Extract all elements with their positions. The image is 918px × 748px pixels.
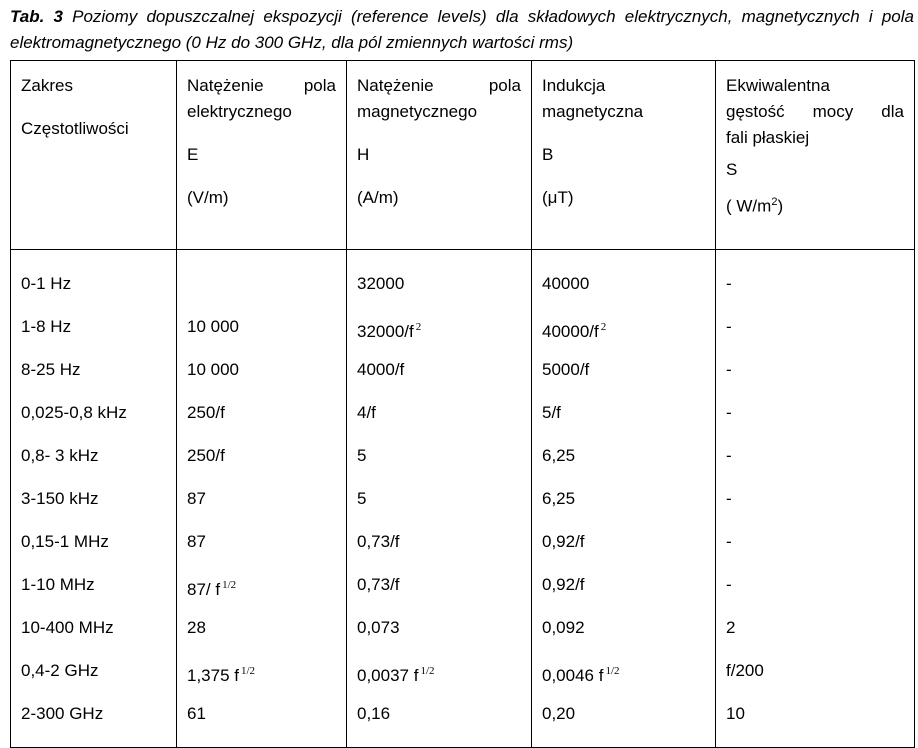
magnetic-cell — [347, 655, 532, 698]
header-electric-line2: elektrycznego — [187, 102, 292, 121]
header-electric — [177, 61, 347, 250]
header-power-unit-suffix: ) — [777, 196, 784, 216]
header-induction — [532, 61, 716, 250]
table-row — [11, 569, 915, 612]
cell-value: 87 — [187, 532, 206, 551]
exposure-table — [10, 60, 915, 748]
electric-cell — [177, 483, 347, 526]
header-power-unit-prefix: ( W/m — [726, 196, 772, 216]
table-row — [11, 483, 915, 526]
cell-value: - — [726, 575, 732, 594]
cell-value: 10 000 — [187, 360, 239, 379]
cell-exponent: 1/2 — [605, 665, 620, 677]
cell-value: 5 — [357, 489, 367, 508]
frequency-cell — [11, 250, 177, 312]
cell-value: 0,073 — [357, 618, 400, 637]
cell-value: 0,16 — [357, 704, 391, 723]
induction-cell — [532, 612, 716, 655]
frequency-cell — [11, 655, 177, 698]
header-frequency-line1: Zakres — [21, 76, 73, 95]
header-frequency — [11, 61, 177, 250]
table-body — [11, 250, 915, 748]
cell-value: 0,15-1 MHz — [21, 532, 109, 551]
table-row — [11, 354, 915, 397]
frequency-cell — [11, 354, 177, 397]
magnetic-cell — [347, 569, 532, 612]
table-row — [11, 526, 915, 569]
cell-value: 40000/f — [542, 322, 599, 341]
cell-value: 6,25 — [542, 446, 576, 465]
magnetic-cell — [347, 526, 532, 569]
cell-value: 0,8- 3 kHz — [21, 446, 99, 465]
cell-value: - — [726, 532, 732, 551]
cell-value: 0,025-0,8 kHz — [21, 403, 127, 422]
electric-cell — [177, 397, 347, 440]
table-row — [11, 655, 915, 698]
magnetic-cell — [347, 250, 532, 312]
cell-value: 3-150 kHz — [21, 489, 99, 508]
induction-cell — [532, 483, 716, 526]
cell-value: 0,92/f — [542, 532, 585, 551]
induction-cell — [532, 569, 716, 612]
power-density-cell — [716, 569, 915, 612]
cell-value: 40000 — [542, 274, 590, 293]
header-electric-line1: Natężenie pola — [187, 76, 336, 95]
cell-value: - — [726, 489, 732, 508]
cell-value: 87/ f — [187, 580, 221, 599]
induction-cell — [532, 698, 716, 748]
electric-cell — [177, 569, 347, 612]
cell-exponent: 2 — [600, 321, 607, 333]
header-magnetic — [347, 61, 532, 250]
power-density-cell — [716, 311, 915, 354]
electric-cell — [177, 250, 347, 312]
header-induction-line1: Indukcja — [542, 76, 606, 95]
magnetic-cell — [347, 354, 532, 397]
induction-cell — [532, 655, 716, 698]
power-density-cell — [716, 526, 915, 569]
cell-value: - — [726, 317, 732, 336]
cell-value: 4000/f — [357, 360, 405, 379]
magnetic-cell — [347, 311, 532, 354]
cell-value: 0,20 — [542, 704, 576, 723]
magnetic-cell — [347, 440, 532, 483]
electric-cell — [177, 698, 347, 748]
table-row — [11, 250, 915, 312]
header-power-unit — [726, 189, 904, 220]
header-frequency-line2: Częstotliwości — [21, 119, 129, 138]
power-density-cell — [716, 354, 915, 397]
cell-value: 2 — [726, 618, 736, 637]
power-density-cell — [716, 655, 915, 698]
caption-label: Tab. 3 — [10, 7, 63, 26]
frequency-cell — [11, 440, 177, 483]
header-electric-unit: (V/m) — [187, 188, 229, 207]
cell-value: 5 — [357, 446, 367, 465]
caption-text: Poziomy dopuszczalnej ekspozycji (reference levels) dla składowych elektrycznych, magnetycznych i pola elektromagnetycznego (0 Hz do 300 GHz, dla pól zmiennych wartości rms) — [10, 7, 914, 52]
cell-value: 0-1 Hz — [21, 274, 72, 293]
electric-cell — [177, 311, 347, 354]
magnetic-cell — [347, 397, 532, 440]
cell-value: 0,73/f — [357, 575, 400, 594]
electric-cell — [177, 526, 347, 569]
cell-value: - — [726, 360, 732, 379]
induction-cell — [532, 250, 716, 312]
frequency-cell — [11, 612, 177, 655]
cell-value: 1-8 Hz — [21, 317, 72, 336]
header-magnetic-symbol: H — [357, 145, 370, 164]
cell-value: 87 — [187, 489, 206, 508]
cell-value: 250/f — [187, 446, 225, 465]
cell-value: 10 000 — [187, 317, 239, 336]
header-induction-symbol: B — [542, 145, 554, 164]
frequency-cell — [11, 483, 177, 526]
header-power-density — [716, 61, 915, 250]
frequency-cell — [11, 698, 177, 748]
power-density-cell — [716, 483, 915, 526]
power-density-cell — [716, 397, 915, 440]
power-density-cell — [716, 612, 915, 655]
header-magnetic-line1: Natężenie pola — [357, 76, 521, 95]
power-density-cell — [716, 440, 915, 483]
electric-cell — [177, 354, 347, 397]
table-row — [11, 612, 915, 655]
table-caption — [10, 4, 914, 56]
header-power-line1: Ekwiwalentna — [726, 76, 830, 95]
magnetic-cell — [347, 483, 532, 526]
header-power-unit-sup: 2 — [771, 196, 778, 208]
electric-cell — [177, 655, 347, 698]
cell-exponent: 2 — [415, 321, 422, 333]
cell-value: 1-10 MHz — [21, 575, 95, 594]
cell-value: 6,25 — [542, 489, 576, 508]
cell-value: 0,092 — [542, 618, 585, 637]
cell-value: 2-300 GHz — [21, 704, 104, 723]
cell-value: 0,73/f — [357, 532, 400, 551]
cell-value: 28 — [187, 618, 206, 637]
cell-value: 0,4-2 GHz — [21, 661, 99, 680]
header-row — [11, 61, 915, 250]
electric-cell — [177, 440, 347, 483]
cell-exponent: 1/2 — [241, 665, 256, 677]
cell-value: 0,92/f — [542, 575, 585, 594]
induction-cell — [532, 354, 716, 397]
cell-value: 5/f — [542, 403, 561, 422]
cell-value: 61 — [187, 704, 206, 723]
table-row — [11, 397, 915, 440]
cell-value: 32000 — [357, 274, 405, 293]
induction-cell — [532, 311, 716, 354]
header-electric-symbol: E — [187, 145, 199, 164]
frequency-cell — [11, 526, 177, 569]
table-row — [11, 698, 915, 748]
frequency-cell — [11, 311, 177, 354]
cell-value: 32000/f — [357, 322, 414, 341]
cell-value: 10 — [726, 704, 745, 723]
cell-value: - — [726, 403, 732, 422]
frequency-cell — [11, 397, 177, 440]
power-density-cell — [716, 698, 915, 748]
header-induction-unit: (μT) — [542, 188, 574, 207]
induction-cell — [532, 526, 716, 569]
cell-value: 8-25 Hz — [21, 360, 81, 379]
electric-cell — [177, 612, 347, 655]
header-power-symbol: S — [726, 160, 738, 179]
frequency-cell — [11, 569, 177, 612]
induction-cell — [532, 440, 716, 483]
header-power-line3: fali płaskiej — [726, 128, 810, 147]
magnetic-cell — [347, 612, 532, 655]
cell-value: - — [726, 446, 732, 465]
header-magnetic-line2: magnetycznego — [357, 102, 478, 121]
cell-value: 0,0046 f — [542, 666, 604, 685]
table-row — [11, 311, 915, 354]
cell-value: 10-400 MHz — [21, 618, 114, 637]
cell-value: 0,0037 f — [357, 666, 419, 685]
power-density-cell — [716, 250, 915, 312]
cell-value: 4/f — [357, 403, 376, 422]
header-induction-line2: magnetyczna — [542, 102, 644, 121]
cell-exponent: 1/2 — [420, 665, 435, 677]
cell-value: 1,375 f — [187, 666, 239, 685]
cell-value: 250/f — [187, 403, 225, 422]
cell-value: 5000/f — [542, 360, 590, 379]
table-row — [11, 440, 915, 483]
header-magnetic-unit: (A/m) — [357, 188, 399, 207]
cell-exponent: 1/2 — [222, 579, 237, 591]
magnetic-cell — [347, 698, 532, 748]
induction-cell — [532, 397, 716, 440]
cell-value: - — [726, 274, 732, 293]
header-power-line2: gęstość mocy dla — [726, 102, 904, 121]
cell-value: f/200 — [726, 661, 764, 680]
